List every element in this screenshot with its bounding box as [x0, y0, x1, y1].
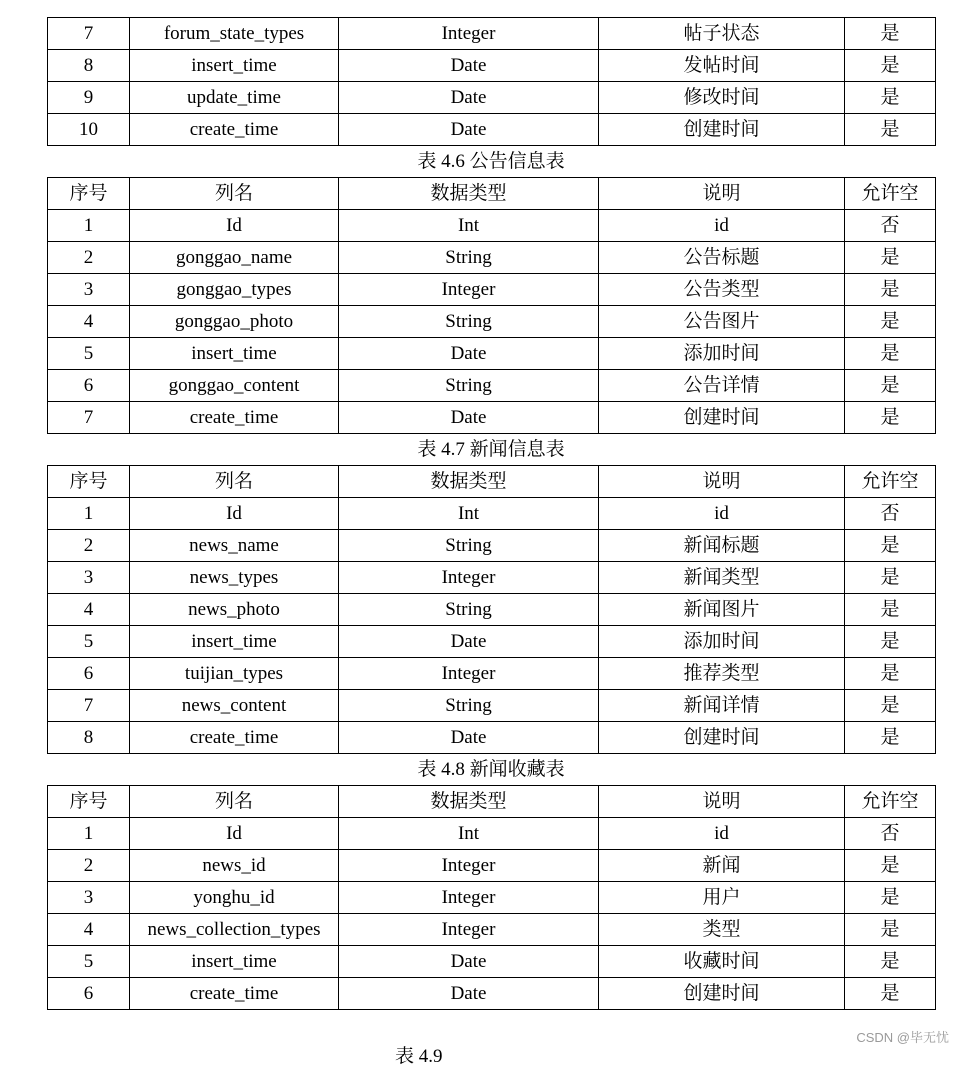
caption-table-4-7: 表 4.7 新闻信息表 [417, 439, 565, 460]
table-cell: 5 [48, 626, 130, 658]
table-cell: 发帖时间 [599, 50, 845, 82]
table-cell: 公告图片 [599, 306, 845, 338]
next-caption-cutoff: 表 4.9 [395, 1046, 443, 1067]
table-cell: 新闻标题 [599, 530, 845, 562]
table-row [48, 18, 936, 50]
table-cell: Integer [339, 18, 599, 50]
table-cell: 修改时间 [599, 82, 845, 114]
table-cell: 是 [845, 882, 936, 914]
table-cell: Id [130, 210, 339, 242]
table-cell: 4 [48, 914, 130, 946]
table-row [48, 690, 936, 722]
table-cell: 用户 [599, 882, 845, 914]
table-cell: id [599, 498, 845, 530]
header-cell: 数据类型 [339, 466, 599, 498]
header-cell: 序号 [48, 178, 130, 210]
table-cell: 9 [48, 82, 130, 114]
table-4-7-news [47, 465, 936, 754]
table-row [48, 882, 936, 914]
table-row [48, 498, 936, 530]
table-cell: create_time [130, 402, 339, 434]
header-cell: 数据类型 [339, 178, 599, 210]
table-cell: create_time [130, 978, 339, 1010]
table-cell: 是 [845, 946, 936, 978]
table-cell: 是 [845, 306, 936, 338]
table-cell: 创建时间 [599, 114, 845, 146]
table-cell: 添加时间 [599, 338, 845, 370]
table-row [48, 914, 936, 946]
table-cell: 否 [845, 210, 936, 242]
table-cell: 7 [48, 18, 130, 50]
table-cell: Date [339, 114, 599, 146]
table-row [48, 530, 936, 562]
table-cell: create_time [130, 722, 339, 754]
table-cell: Integer [339, 562, 599, 594]
table-cell: insert_time [130, 626, 339, 658]
table-cell: 是 [845, 914, 936, 946]
table-cell: news_collection_types [130, 914, 339, 946]
table-cell: 新闻类型 [599, 562, 845, 594]
table-cell: 是 [845, 530, 936, 562]
table-forum-continued [47, 17, 936, 146]
caption-table-4-8: 表 4.8 新闻收藏表 [417, 759, 565, 780]
table-cell: news_content [130, 690, 339, 722]
table-cell: 是 [845, 850, 936, 882]
table-cell: String [339, 306, 599, 338]
table-cell: 是 [845, 82, 936, 114]
table-cell: 5 [48, 338, 130, 370]
table-cell: 8 [48, 50, 130, 82]
table-cell: 收藏时间 [599, 946, 845, 978]
header-cell: 序号 [48, 466, 130, 498]
header-cell: 数据类型 [339, 786, 599, 818]
header-cell: 说明 [599, 178, 845, 210]
table-cell: 10 [48, 114, 130, 146]
table-cell: 6 [48, 658, 130, 690]
table-cell: Date [339, 626, 599, 658]
table-cell: 是 [845, 338, 936, 370]
table-cell: 类型 [599, 914, 845, 946]
table-cell: Integer [339, 658, 599, 690]
table-row [48, 274, 936, 306]
table-cell: String [339, 594, 599, 626]
table-cell: tuijian_types [130, 658, 339, 690]
table-row [48, 210, 936, 242]
table-cell: 8 [48, 722, 130, 754]
table-cell: Date [339, 50, 599, 82]
table-header-row [48, 786, 936, 818]
table-row [48, 114, 936, 146]
table-cell: 是 [845, 594, 936, 626]
table-cell: 是 [845, 50, 936, 82]
table-cell: gonggao_content [130, 370, 339, 402]
table-cell: Integer [339, 274, 599, 306]
table-cell: 3 [48, 274, 130, 306]
table-cell: 7 [48, 690, 130, 722]
table-4-8-news-collection [47, 785, 936, 1010]
table-cell: 6 [48, 370, 130, 402]
table-cell: news_photo [130, 594, 339, 626]
table-row [48, 850, 936, 882]
table-cell: 否 [845, 498, 936, 530]
table-cell: Integer [339, 882, 599, 914]
header-cell: 说明 [599, 786, 845, 818]
table-cell: news_types [130, 562, 339, 594]
table-cell: 是 [845, 722, 936, 754]
table-cell: id [599, 818, 845, 850]
table-row [48, 402, 936, 434]
table-cell: 推荐类型 [599, 658, 845, 690]
table-header-row [48, 466, 936, 498]
table-cell: insert_time [130, 946, 339, 978]
table-row [48, 306, 936, 338]
table-header-row [48, 178, 936, 210]
table-cell: update_time [130, 82, 339, 114]
table-cell: 新闻 [599, 850, 845, 882]
table-cell: 3 [48, 882, 130, 914]
table-cell: 1 [48, 818, 130, 850]
table-row [48, 594, 936, 626]
table-cell: Id [130, 818, 339, 850]
table-cell: 是 [845, 402, 936, 434]
table-cell: 2 [48, 530, 130, 562]
header-cell: 允许空 [845, 466, 936, 498]
table-cell: 是 [845, 626, 936, 658]
table-cell: Int [339, 210, 599, 242]
table-row [48, 626, 936, 658]
table-cell: news_id [130, 850, 339, 882]
table-cell: 1 [48, 210, 130, 242]
table-cell: news_name [130, 530, 339, 562]
table-row [48, 722, 936, 754]
table-cell: 6 [48, 978, 130, 1010]
table-cell: gonggao_name [130, 242, 339, 274]
table-cell: 是 [845, 562, 936, 594]
table-cell: create_time [130, 114, 339, 146]
table-cell: Date [339, 978, 599, 1010]
table-cell: Int [339, 818, 599, 850]
table-cell: yonghu_id [130, 882, 339, 914]
table-cell: 否 [845, 818, 936, 850]
document-page [47, 17, 935, 1010]
table-cell: 是 [845, 274, 936, 306]
table-cell: 是 [845, 370, 936, 402]
table-cell: insert_time [130, 338, 339, 370]
table-cell: String [339, 370, 599, 402]
table-cell: 4 [48, 306, 130, 338]
table-cell: 2 [48, 242, 130, 274]
table-cell: String [339, 530, 599, 562]
header-cell: 序号 [48, 786, 130, 818]
caption-table-4-6: 表 4.6 公告信息表 [417, 151, 565, 172]
header-cell: 列名 [130, 178, 339, 210]
table-cell: Id [130, 498, 339, 530]
table-cell: Int [339, 498, 599, 530]
table-cell: 7 [48, 402, 130, 434]
table-cell: 公告类型 [599, 274, 845, 306]
table-row [48, 50, 936, 82]
table-cell: 4 [48, 594, 130, 626]
table-cell: Date [339, 82, 599, 114]
table-cell: 是 [845, 114, 936, 146]
table-cell: Integer [339, 850, 599, 882]
table-row [48, 82, 936, 114]
table-row [48, 818, 936, 850]
table-cell: 添加时间 [599, 626, 845, 658]
table-cell: 3 [48, 562, 130, 594]
table-cell: 是 [845, 690, 936, 722]
table-cell: 新闻图片 [599, 594, 845, 626]
table-cell: Date [339, 722, 599, 754]
table-cell: 创建时间 [599, 722, 845, 754]
table-cell: 1 [48, 498, 130, 530]
table-cell: 5 [48, 946, 130, 978]
table-cell: 是 [845, 18, 936, 50]
table-row [48, 338, 936, 370]
table-cell: Date [339, 338, 599, 370]
table-cell: 是 [845, 242, 936, 274]
table-4-6-announcement [47, 177, 936, 434]
table-cell: 公告详情 [599, 370, 845, 402]
table-cell: 帖子状态 [599, 18, 845, 50]
table-cell: 新闻详情 [599, 690, 845, 722]
table-cell: 2 [48, 850, 130, 882]
table-cell: String [339, 690, 599, 722]
header-cell: 允许空 [845, 786, 936, 818]
header-cell: 列名 [130, 466, 339, 498]
table-row [48, 562, 936, 594]
table-cell: gonggao_photo [130, 306, 339, 338]
header-cell: 列名 [130, 786, 339, 818]
table-row [48, 242, 936, 274]
table-row [48, 978, 936, 1010]
table-cell: 公告标题 [599, 242, 845, 274]
table-cell: 是 [845, 978, 936, 1010]
watermark: CSDN @毕无忧 [856, 1030, 949, 1045]
header-cell: 允许空 [845, 178, 936, 210]
table-cell: String [339, 242, 599, 274]
table-cell: forum_state_types [130, 18, 339, 50]
table-row [48, 370, 936, 402]
table-cell: insert_time [130, 50, 339, 82]
header-cell: 说明 [599, 466, 845, 498]
table-cell: 创建时间 [599, 978, 845, 1010]
table-cell: Date [339, 946, 599, 978]
table-row [48, 658, 936, 690]
table-cell: id [599, 210, 845, 242]
table-cell: gonggao_types [130, 274, 339, 306]
table-cell: Date [339, 402, 599, 434]
table-row [48, 946, 936, 978]
table-cell: 创建时间 [599, 402, 845, 434]
table-cell: Integer [339, 914, 599, 946]
table-cell: 是 [845, 658, 936, 690]
